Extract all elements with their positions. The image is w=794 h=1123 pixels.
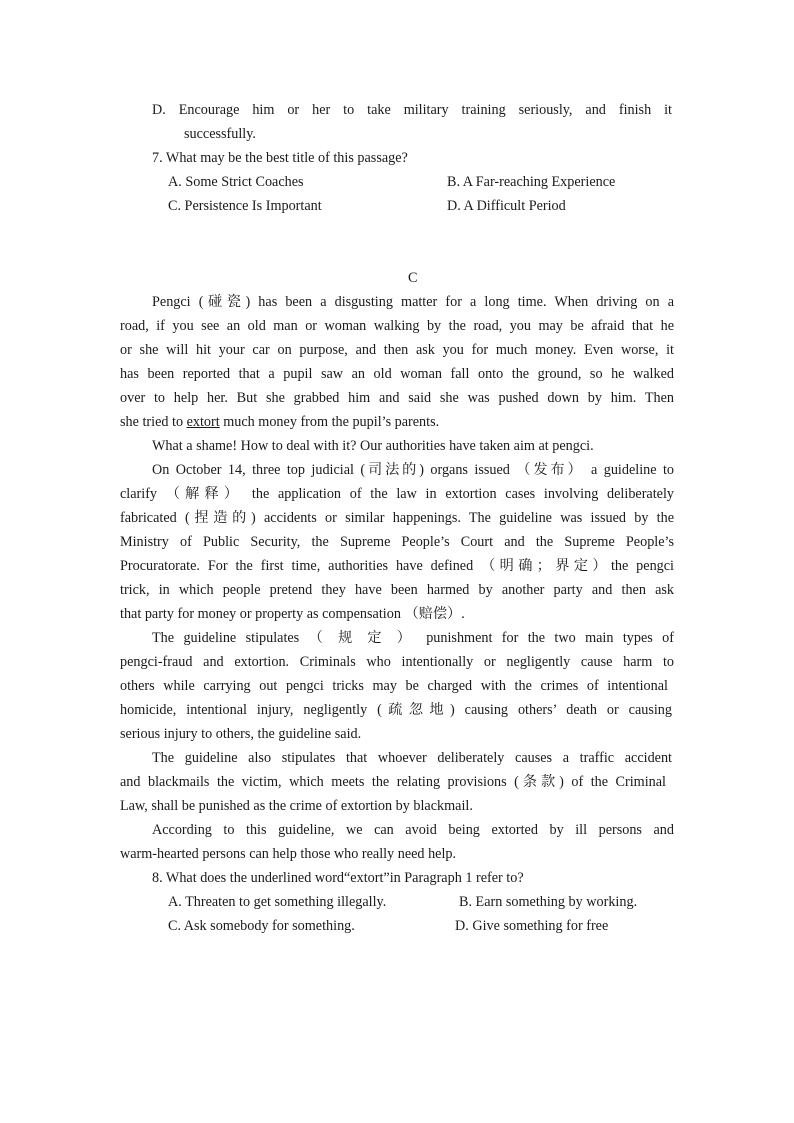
passage-line: over to help her. But she grabbed him and said she was pushed down by him. Then: [120, 390, 674, 406]
passage-line: clarify （解释） the application of the law in extortion cases involving deliberately: [120, 486, 674, 502]
q8-option-b: B. Earn something by working.: [459, 894, 638, 910]
passage-line: and blackmails the victim, which meets the relating provisions (条款) of the Criminal: [120, 774, 666, 790]
q8-option-a: A. Threaten to get something illegally.: [168, 894, 387, 910]
passage-line: Law, shall be punished as the crime of extortion by blackmail.: [120, 798, 473, 814]
q8-option-c: C. Ask somebody for something.: [168, 918, 355, 934]
q6-option-d: D. Encourage him or her to take military training seriously, and finish it: [152, 102, 672, 118]
passage-text: much money from the pupil’s parents.: [219, 414, 440, 430]
passage-line: On October 14, three top judicial (司法的) organs issued （发布） a guideline to: [152, 462, 674, 478]
q7-option-d: D. A Difficult Period: [447, 198, 566, 214]
q8-option-d: D. Give something for free: [455, 918, 609, 934]
passage-line: fabricated (捏造的) accidents or similar happenings. The guideline was issued by the: [120, 510, 674, 526]
passage-line: According to this guideline, we can avoid being extorted by ill persons and: [152, 822, 674, 838]
passage-line: or she will hit your car on purpose, and then ask you for much money. Even worse, it: [120, 342, 674, 358]
passage-text: she tried to: [120, 414, 187, 430]
passage-line: Procuratorate. For the first time, authorities have defined （明确；界定）the pengci: [120, 558, 674, 574]
passage-line: pengci-fraud and extortion. Criminals who intentionally or negligently cause harm to: [120, 654, 674, 670]
passage-line: trick, in which people pretend they have been harmed by another party and then ask: [120, 582, 674, 598]
q7-option-b: B. A Far-reaching Experience: [447, 174, 616, 190]
q7-option-a: A. Some Strict Coaches: [168, 174, 304, 190]
passage-line: homicide, intentional injury, negligently (疏忽地) causing others’ death or causing: [120, 702, 672, 718]
underlined-word-extort: extort: [186, 414, 220, 430]
q7-question: 7. What may be the best title of this passage?: [152, 150, 408, 166]
passage-line: Ministry of Public Security, the Supreme People’s Court and the Supreme People’s: [120, 534, 674, 550]
q6-option-d-cont: successfully.: [184, 126, 256, 142]
passage-line: others while carrying out pengci tricks may be charged with the crimes of intentional: [120, 678, 668, 694]
passage-line: The guideline also stipulates that whoever deliberately causes a traffic accident: [152, 750, 672, 766]
passage-line: The guideline stipulates （ 规 定 ） punishment for the two main types of: [152, 630, 674, 646]
passage-line: What a shame! How to deal with it? Our authorities have taken aim at pengci.: [152, 438, 594, 454]
passage-line: road, if you see an old man or woman walking by the road, you may be afraid that he: [120, 318, 674, 334]
passage-line: that party for money or property as compensation （赔偿）.: [120, 606, 465, 622]
passage-line: [120, 412, 439, 432]
passage-line: has been reported that a pupil saw an old woman fall onto the ground, so he walked: [120, 366, 674, 382]
section-title: C: [408, 270, 418, 286]
passage-line: Pengci (碰瓷) has been a disgusting matter for a long time. When driving on a: [152, 294, 674, 310]
passage-line: serious injury to others, the guideline said.: [120, 726, 362, 742]
passage-line: warm-hearted persons can help those who really need help.: [120, 846, 457, 862]
q7-option-c: C. Persistence Is Important: [168, 198, 322, 214]
q8-question: 8. What does the underlined word“extort”in Paragraph 1 refer to?: [152, 870, 524, 886]
